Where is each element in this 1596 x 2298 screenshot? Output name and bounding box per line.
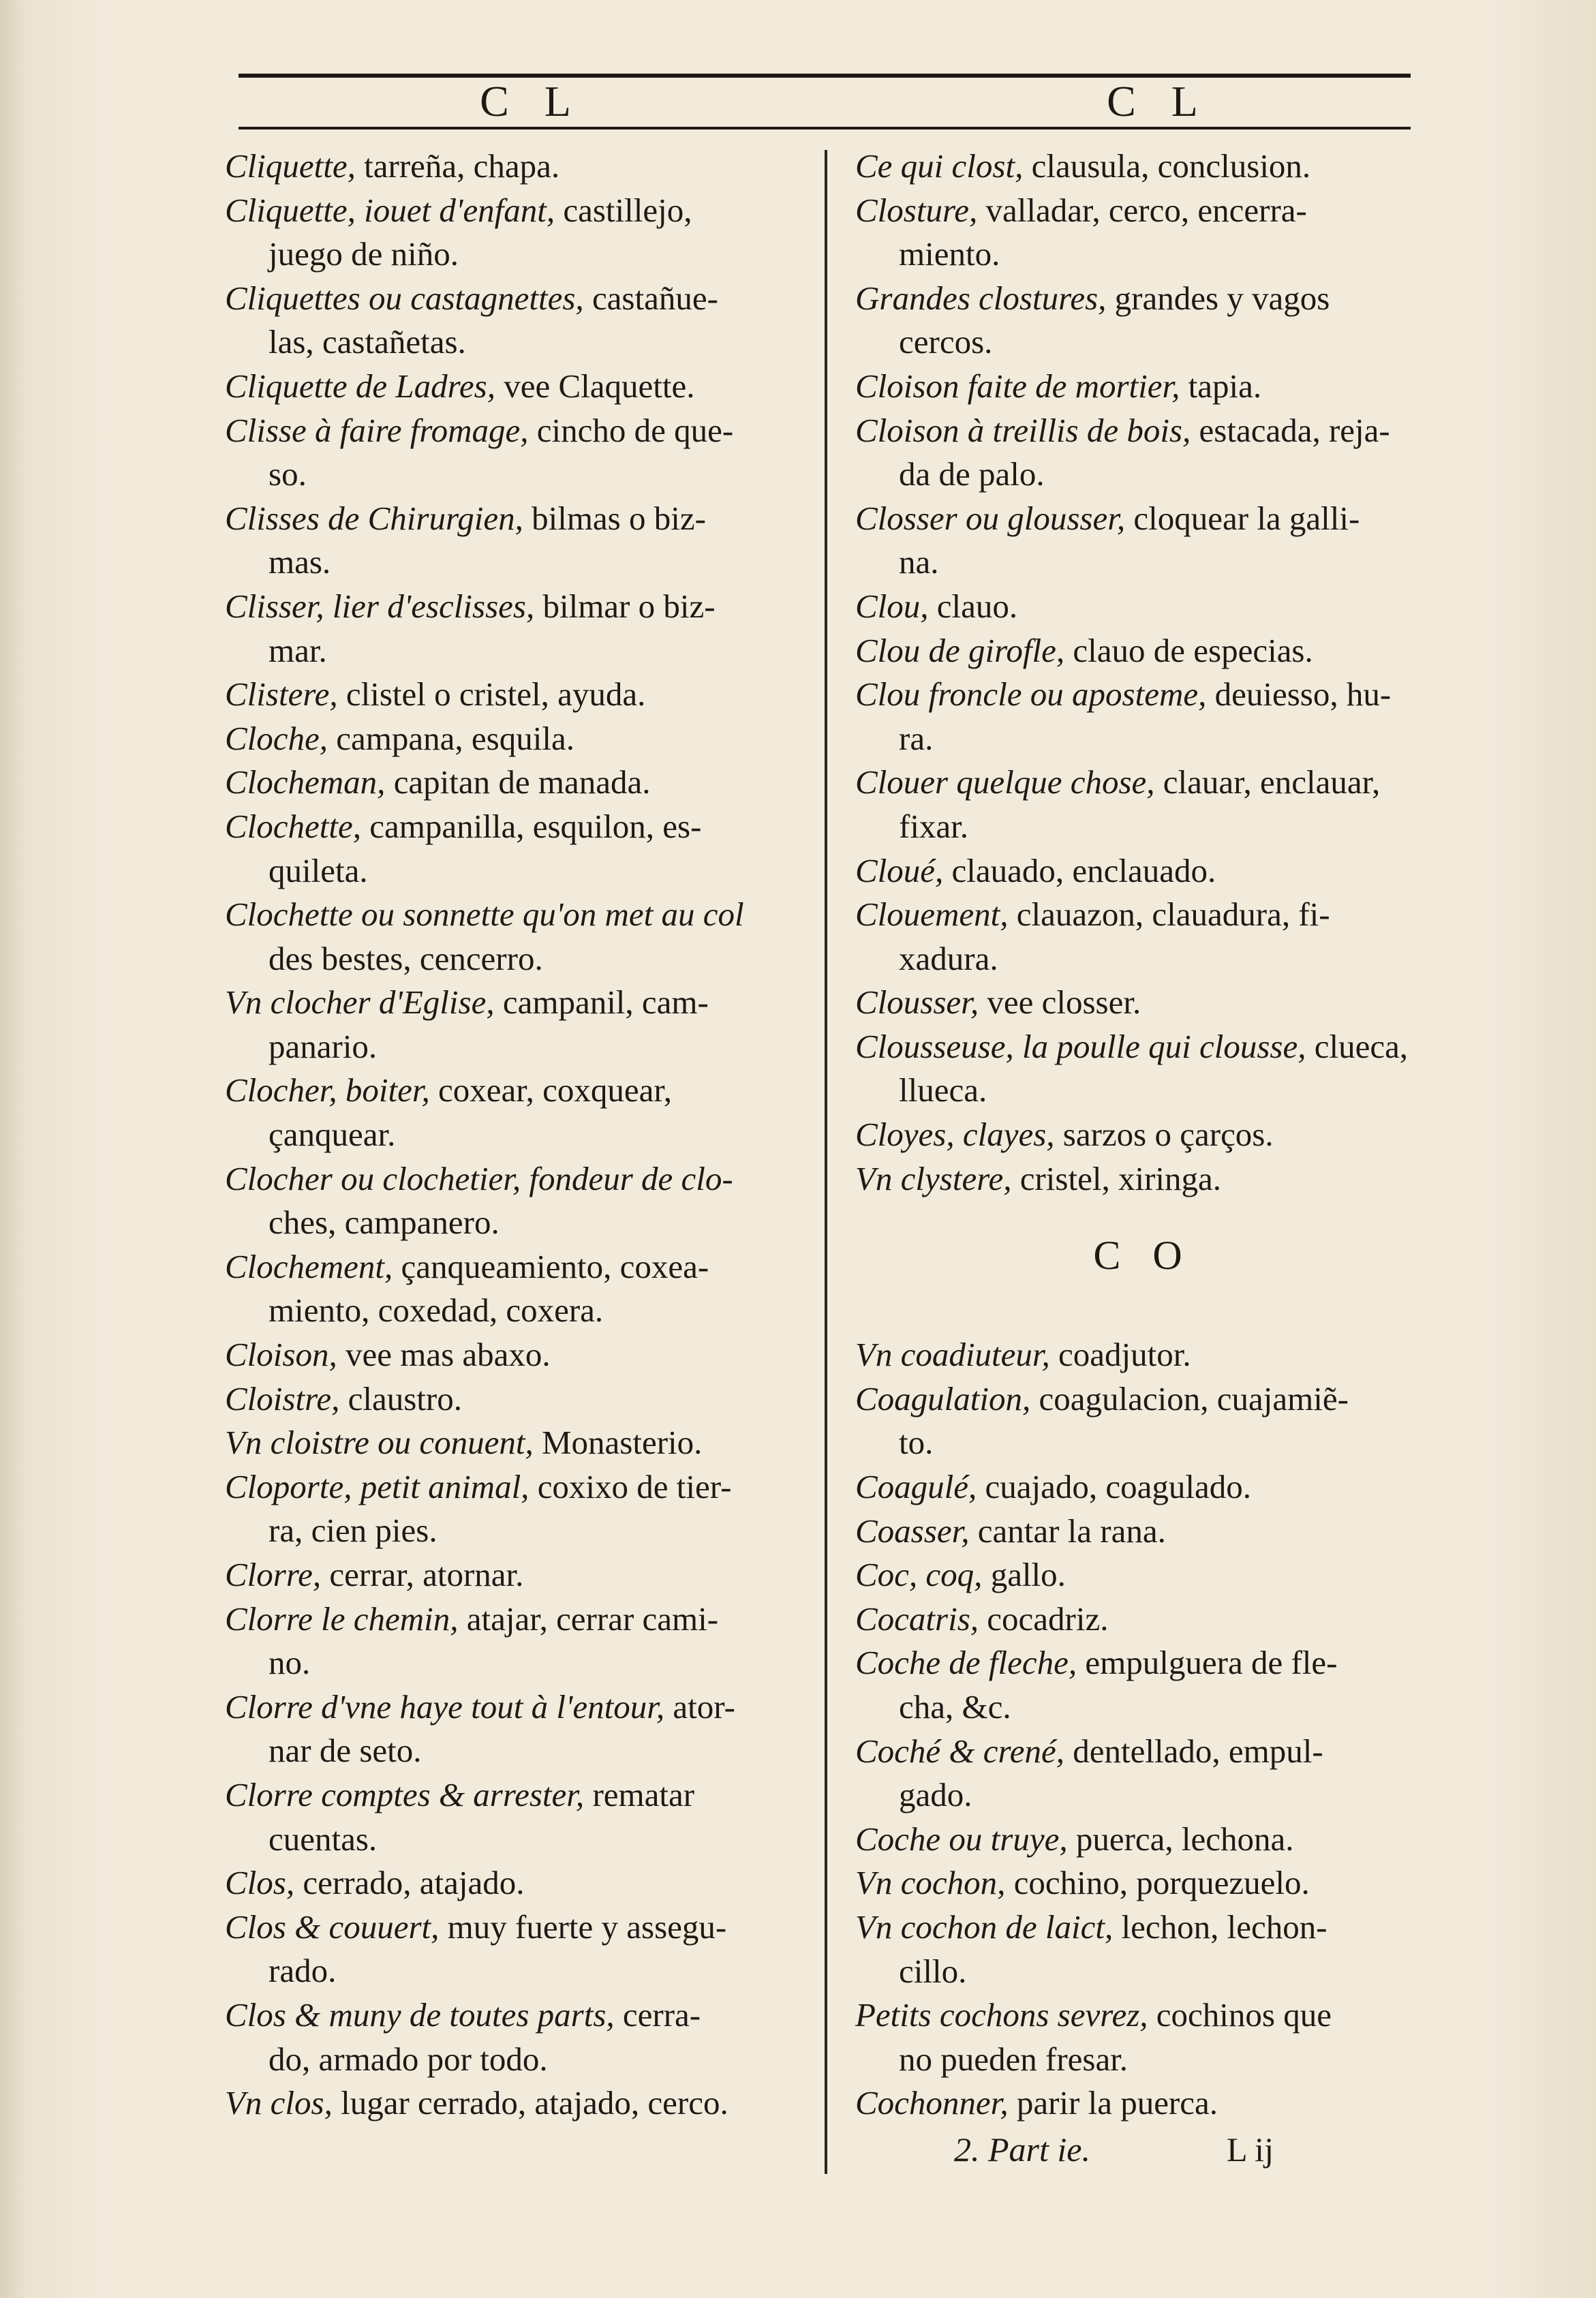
dictionary-entry bbox=[225, 893, 811, 981]
entry-first-line bbox=[855, 497, 1431, 541]
french-headword: Cloistre, bbox=[225, 1379, 340, 1418]
french-headword: Clocher, boiter, bbox=[225, 1071, 430, 1109]
spanish-gloss: çanqueamiento, coxea- bbox=[401, 1247, 709, 1285]
entry-continuation: na. bbox=[899, 543, 939, 581]
dictionary-entry bbox=[855, 277, 1431, 365]
french-headword: Clou de girofle, bbox=[855, 631, 1065, 669]
french-headword: Cloison, bbox=[225, 1336, 337, 1374]
spanish-gloss: cristel, xiringa. bbox=[1019, 1159, 1222, 1197]
entry-continuation: cercos. bbox=[899, 323, 993, 361]
spanish-gloss: clauado, enclauado. bbox=[951, 851, 1216, 889]
spanish-gloss: puerca, lechona. bbox=[1075, 1820, 1294, 1858]
spanish-gloss: vee mas abaxo. bbox=[345, 1336, 551, 1374]
entry-continuation: ra. bbox=[899, 719, 934, 757]
spanish-gloss: clausula, conclusion. bbox=[1031, 147, 1311, 185]
entry-first-line bbox=[225, 893, 811, 937]
entry-first-line bbox=[855, 1465, 1431, 1510]
french-headword: Cocatris, bbox=[855, 1599, 979, 1638]
french-headword: Cliquette, iouet d'enfant, bbox=[225, 191, 555, 229]
spanish-gloss: campanilla, esquilon, es- bbox=[369, 807, 702, 845]
spanish-gloss: parir la puerca. bbox=[1016, 2084, 1218, 2122]
french-headword: Coche ou truye, bbox=[855, 1820, 1068, 1858]
french-headword: Clousser, bbox=[855, 983, 979, 1022]
dictionary-entry bbox=[855, 761, 1431, 848]
french-headword: Clisses de Chirurgien, bbox=[225, 499, 523, 537]
dictionary-entry bbox=[225, 189, 811, 277]
dictionary-entry bbox=[225, 1773, 811, 1861]
french-headword: Cloué, bbox=[855, 851, 944, 889]
entry-first-line bbox=[855, 1730, 1431, 1774]
dictionary-entry bbox=[225, 144, 811, 189]
dictionary-entry bbox=[225, 1069, 811, 1156]
spanish-gloss: dentellado, empul- bbox=[1073, 1732, 1323, 1770]
french-headword: Coagulation, bbox=[855, 1379, 1031, 1418]
dictionary-entry bbox=[225, 1597, 811, 1685]
entry-continuation: do, armado por todo. bbox=[268, 2040, 548, 2078]
entry-first-line bbox=[225, 277, 811, 321]
french-headword: Vn cloistre ou conuent, bbox=[225, 1424, 534, 1462]
spanish-gloss: cochino, porquezuelo. bbox=[1013, 1864, 1310, 1902]
dictionary-entry bbox=[225, 1993, 811, 2081]
entry-continuation: miento. bbox=[899, 235, 1000, 273]
dictionary-entry bbox=[225, 277, 811, 365]
spanish-gloss: atajar, cerrar cami- bbox=[466, 1599, 719, 1638]
entry-first-line bbox=[225, 497, 811, 541]
entry-first-line bbox=[225, 189, 811, 233]
spanish-gloss: valladar, cerco, encerra- bbox=[985, 191, 1307, 229]
entry-continuation: cillo. bbox=[899, 1952, 967, 1990]
entry-first-line bbox=[225, 409, 811, 453]
french-headword: Coasser, bbox=[855, 1512, 970, 1550]
dictionary-entry bbox=[855, 497, 1431, 585]
entry-first-line bbox=[855, 1641, 1431, 1685]
right-column-co-entries bbox=[855, 1333, 1431, 2126]
dictionary-entry bbox=[855, 1025, 1431, 1113]
entry-first-line bbox=[855, 409, 1431, 453]
dictionary-entry bbox=[855, 1377, 1431, 1465]
french-headword: Cloporte, petit animal, bbox=[225, 1467, 530, 1505]
leaf-mark: L ij bbox=[1227, 2130, 1274, 2169]
french-headword: Cloyes, clayes, bbox=[855, 1116, 1055, 1154]
entry-continuation: gado. bbox=[899, 1776, 972, 1814]
spanish-gloss: cerra- bbox=[622, 1995, 701, 2034]
spanish-gloss: claustro. bbox=[348, 1379, 462, 1418]
running-head-right: C L bbox=[1107, 77, 1210, 125]
spanish-gloss: cochinos que bbox=[1156, 1996, 1332, 2034]
spanish-gloss: empulguera de fle- bbox=[1085, 1644, 1338, 1682]
spanish-gloss: estacada, reja- bbox=[1199, 411, 1390, 449]
dictionary-entry bbox=[855, 365, 1431, 409]
french-headword: Clorre, bbox=[225, 1556, 322, 1593]
spanish-gloss: vee Claquette. bbox=[504, 367, 695, 405]
entry-first-line bbox=[855, 893, 1431, 937]
entry-first-line bbox=[225, 1157, 811, 1201]
entry-first-line bbox=[225, 1861, 811, 1905]
dictionary-entry bbox=[225, 1861, 811, 1905]
spanish-gloss: clauo. bbox=[936, 587, 1018, 625]
entry-continuation: fixar. bbox=[899, 807, 969, 845]
entry-continuation: nar de seto. bbox=[268, 1732, 422, 1770]
entry-first-line bbox=[855, 144, 1431, 189]
french-headword: Clos, bbox=[225, 1864, 295, 1902]
french-headword: Clistere, bbox=[225, 675, 338, 714]
dictionary-entry bbox=[855, 893, 1431, 981]
dictionary-entry bbox=[855, 1553, 1431, 1597]
french-headword: Cloison faite de mortier, bbox=[855, 367, 1180, 405]
entry-continuation: llueca. bbox=[899, 1071, 987, 1109]
french-headword: Vn coadiuteur, bbox=[855, 1336, 1050, 1374]
dictionary-entry bbox=[855, 629, 1431, 673]
french-headword: Vn clocher d'Eglise, bbox=[225, 983, 495, 1022]
french-headword: Coagulé, bbox=[855, 1468, 977, 1506]
entry-first-line bbox=[855, 1510, 1431, 1554]
entry-continuation: so. bbox=[268, 455, 307, 493]
french-headword: Cliquette de Ladres, bbox=[225, 367, 495, 405]
entry-first-line bbox=[225, 1069, 811, 1113]
french-headword: Coc, coq, bbox=[855, 1556, 983, 1594]
french-headword: Clou froncle ou aposteme, bbox=[855, 675, 1207, 714]
dictionary-entry bbox=[855, 1510, 1431, 1554]
dictionary-entry bbox=[225, 1685, 811, 1773]
french-headword: Clorre d'vne haye tout à l'entour, bbox=[225, 1687, 665, 1726]
entry-first-line bbox=[225, 673, 811, 717]
dictionary-entry bbox=[855, 1157, 1431, 1201]
entry-continuation: mar. bbox=[268, 631, 327, 669]
french-headword: Coche de fleche, bbox=[855, 1644, 1077, 1682]
spanish-gloss: bilmas o biz- bbox=[532, 499, 706, 537]
dictionary-entry bbox=[855, 144, 1431, 189]
entry-first-line bbox=[855, 1333, 1431, 1377]
spanish-gloss: clauar, enclauar, bbox=[1163, 763, 1381, 801]
french-headword: Closser ou glousser, bbox=[855, 499, 1126, 537]
french-headword: Petits cochons sevrez, bbox=[855, 1996, 1148, 2034]
spanish-gloss: coagulacion, cuajamiẽ- bbox=[1039, 1379, 1349, 1418]
dictionary-entry bbox=[855, 1333, 1431, 1377]
spanish-gloss: tapia. bbox=[1188, 367, 1262, 405]
french-headword: Clochement, bbox=[225, 1247, 393, 1285]
dictionary-entry bbox=[855, 2081, 1431, 2126]
french-headword: Clochette, bbox=[225, 807, 362, 845]
spanish-gloss: Monasterio. bbox=[541, 1424, 703, 1462]
entry-continuation: rado. bbox=[268, 1952, 337, 1990]
french-headword: Closture, bbox=[855, 191, 978, 229]
entry-first-line bbox=[855, 1818, 1431, 1862]
entry-first-line bbox=[855, 189, 1431, 233]
spanish-gloss: cuajado, coagulado. bbox=[985, 1468, 1252, 1506]
entry-continuation: panario. bbox=[268, 1027, 378, 1065]
entry-first-line bbox=[855, 1553, 1431, 1597]
dictionary-entry bbox=[225, 673, 811, 717]
entry-first-line bbox=[225, 717, 811, 761]
dictionary-entry bbox=[225, 1245, 811, 1333]
entry-first-line bbox=[225, 1465, 811, 1510]
dictionary-entry bbox=[855, 1113, 1431, 1157]
entry-continuation: to. bbox=[899, 1424, 934, 1462]
dictionary-entry bbox=[225, 761, 811, 805]
entry-first-line bbox=[855, 1905, 1431, 1950]
spanish-gloss: bilmar o biz- bbox=[542, 587, 716, 625]
column-divider bbox=[825, 150, 827, 2174]
dictionary-entry bbox=[225, 1157, 811, 1245]
entry-first-line bbox=[855, 277, 1431, 321]
entry-first-line bbox=[855, 1377, 1431, 1422]
entry-first-line bbox=[855, 849, 1431, 893]
spanish-gloss: capitan de manada. bbox=[393, 763, 651, 801]
spanish-gloss: coxear, coxquear, bbox=[438, 1071, 672, 1109]
spanish-gloss: cerrar, atornar. bbox=[329, 1556, 524, 1593]
right-column-cl-entries bbox=[855, 144, 1431, 1201]
dictionary-entry bbox=[225, 585, 811, 673]
entry-continuation: xadura. bbox=[899, 939, 998, 977]
entry-continuation: las, castañetas. bbox=[268, 323, 466, 361]
entry-first-line bbox=[225, 1905, 811, 1950]
left-column bbox=[225, 144, 811, 2126]
entry-first-line bbox=[855, 673, 1431, 717]
spanish-gloss: clauo de especias. bbox=[1073, 631, 1313, 669]
dictionary-entry bbox=[225, 1333, 811, 1377]
entry-first-line bbox=[855, 1993, 1431, 2038]
spanish-gloss: castañue- bbox=[592, 279, 718, 317]
right-column bbox=[855, 144, 1431, 2126]
spanish-gloss: lugar cerrado, atajado, cerco. bbox=[341, 2084, 728, 2122]
entry-continuation: da de palo. bbox=[899, 455, 1045, 493]
spanish-gloss: clueca, bbox=[1314, 1027, 1409, 1065]
french-headword: Vn clystere, bbox=[855, 1159, 1012, 1197]
french-headword: Clisse à faire fromage, bbox=[225, 411, 529, 449]
dictionary-entry bbox=[855, 1465, 1431, 1510]
entry-first-line bbox=[225, 1245, 811, 1289]
entry-first-line bbox=[855, 629, 1431, 673]
spanish-gloss: clistel o cristel, ayuda. bbox=[346, 675, 646, 714]
dictionary-entry bbox=[855, 1641, 1431, 1729]
entry-first-line bbox=[225, 1773, 811, 1818]
entry-first-line bbox=[225, 1377, 811, 1422]
dictionary-entry bbox=[225, 1421, 811, 1465]
entry-first-line bbox=[225, 981, 811, 1025]
dictionary-entry bbox=[855, 409, 1431, 497]
entry-first-line bbox=[225, 144, 811, 189]
dictionary-entry bbox=[225, 409, 811, 497]
header-rule-bottom bbox=[239, 127, 1411, 129]
spanish-gloss: tarreña, chapa. bbox=[364, 147, 560, 185]
entry-first-line bbox=[855, 761, 1431, 805]
dictionary-entry bbox=[225, 805, 811, 893]
dictionary-entry bbox=[225, 981, 811, 1069]
dictionary-entry bbox=[855, 189, 1431, 277]
dictionary-entry bbox=[855, 849, 1431, 893]
french-headword: Clisser, lier d'esclisses, bbox=[225, 587, 535, 625]
entry-continuation: des bestes, cencerro. bbox=[268, 939, 543, 977]
spanish-gloss: muy fuerte y assegu- bbox=[447, 1908, 727, 1946]
dictionary-entry bbox=[855, 1597, 1431, 1642]
french-headword: Clorre comptes & arrester, bbox=[225, 1775, 585, 1813]
french-headword: Clos & muny de toutes parts, bbox=[225, 1995, 615, 2034]
entry-first-line bbox=[225, 1553, 811, 1597]
dictionary-entry bbox=[855, 1905, 1431, 1993]
entry-first-line bbox=[225, 805, 811, 849]
entry-continuation: ches, campanero. bbox=[268, 1204, 500, 1242]
spanish-gloss: cincho de que- bbox=[536, 411, 734, 449]
french-headword: Ce qui clost, bbox=[855, 147, 1024, 185]
spanish-gloss: castillejo, bbox=[563, 191, 692, 229]
french-headword: Vn cochon de laict, bbox=[855, 1908, 1114, 1946]
section-title: C O bbox=[1093, 1233, 1193, 1278]
entry-first-line bbox=[225, 1993, 811, 2038]
dictionary-entry bbox=[855, 673, 1431, 761]
french-headword: Clos & couuert, bbox=[225, 1908, 440, 1946]
spanish-gloss: vee closser. bbox=[987, 983, 1141, 1022]
spanish-gloss: clauazon, clauadura, fi- bbox=[1016, 895, 1330, 934]
entry-continuation: no pueden fresar. bbox=[899, 2040, 1129, 2078]
spanish-gloss: cantar la rana. bbox=[977, 1512, 1166, 1550]
running-head-left: C L bbox=[480, 77, 583, 125]
french-headword: Vn cochon, bbox=[855, 1864, 1006, 1902]
dictionary-entry bbox=[225, 1553, 811, 1597]
entry-first-line bbox=[855, 1597, 1431, 1642]
spanish-gloss: ator- bbox=[673, 1687, 735, 1726]
spanish-gloss: cocadriz. bbox=[987, 1599, 1109, 1638]
entry-first-line bbox=[855, 365, 1431, 409]
french-headword: Clousseuse, la poulle qui clousse, bbox=[855, 1027, 1306, 1065]
french-headword: Clocher ou clochetier, fondeur de clo- bbox=[225, 1159, 733, 1197]
entry-first-line bbox=[855, 585, 1431, 629]
entry-continuation: cha, &c. bbox=[899, 1688, 1011, 1726]
entry-continuation: ra, cien pies. bbox=[268, 1512, 438, 1550]
dictionary-entry bbox=[225, 497, 811, 585]
spanish-gloss: lechon, lechon- bbox=[1121, 1908, 1328, 1946]
french-headword: Vn clos, bbox=[225, 2084, 333, 2122]
dictionary-entry bbox=[855, 585, 1431, 629]
spanish-gloss: cerrado, atajado. bbox=[303, 1864, 525, 1902]
entry-first-line bbox=[855, 1157, 1431, 1201]
french-headword: Clorre le chemin, bbox=[225, 1599, 459, 1638]
entry-first-line bbox=[855, 1025, 1431, 1069]
spanish-gloss: coxixo de tier- bbox=[537, 1467, 732, 1505]
spanish-gloss: sarzos o çarços. bbox=[1062, 1116, 1274, 1154]
french-headword: Clouement, bbox=[855, 895, 1009, 934]
entry-continuation: no. bbox=[268, 1644, 311, 1682]
entry-first-line bbox=[855, 1113, 1431, 1157]
french-headword: Clou, bbox=[855, 587, 929, 625]
entry-first-line bbox=[225, 365, 811, 409]
french-headword: Cliquettes ou castagnettes, bbox=[225, 279, 584, 317]
dictionary-entry bbox=[855, 1861, 1431, 1905]
entry-first-line bbox=[855, 981, 1431, 1025]
spanish-gloss: campanil, cam- bbox=[502, 983, 709, 1022]
entry-continuation: mas. bbox=[268, 543, 331, 581]
spanish-gloss: campana, esquila. bbox=[336, 719, 574, 757]
french-headword: Cochonner, bbox=[855, 2084, 1009, 2122]
dictionary-entry bbox=[225, 717, 811, 761]
spanish-gloss: gallo. bbox=[990, 1556, 1066, 1594]
french-headword: Cloche, bbox=[225, 719, 328, 757]
dictionary-entry bbox=[225, 1377, 811, 1422]
entry-continuation: juego de niño. bbox=[268, 235, 459, 273]
spanish-gloss: rematar bbox=[592, 1775, 695, 1813]
entry-first-line bbox=[225, 2081, 811, 2126]
entry-first-line bbox=[225, 1597, 811, 1642]
spanish-gloss: coadjutor. bbox=[1058, 1336, 1191, 1374]
entry-first-line bbox=[225, 1333, 811, 1377]
spanish-gloss: grandes y vagos bbox=[1114, 279, 1330, 317]
entry-continuation: quileta. bbox=[268, 851, 368, 889]
dictionary-entry bbox=[855, 981, 1431, 1025]
french-headword: Grandes clostures, bbox=[855, 279, 1107, 317]
dictionary-entry bbox=[855, 1993, 1431, 2081]
french-headword: Clouer quelque chose, bbox=[855, 763, 1155, 801]
entry-first-line bbox=[855, 1861, 1431, 1905]
french-headword: Clocheman, bbox=[225, 763, 386, 801]
entry-first-line bbox=[225, 1685, 811, 1730]
spanish-gloss: cloquear la galli- bbox=[1133, 499, 1360, 537]
entry-continuation: cuentas. bbox=[268, 1820, 378, 1858]
french-headword: Clochette ou sonnette qu'on met au col bbox=[225, 895, 744, 934]
page-footer bbox=[954, 2130, 1377, 2169]
spanish-gloss: deuiesso, hu- bbox=[1214, 675, 1392, 714]
entry-continuation: miento, coxedad, coxera. bbox=[268, 1291, 604, 1330]
dictionary-entry bbox=[225, 1905, 811, 1993]
entry-first-line bbox=[225, 585, 811, 629]
dictionary-entry bbox=[225, 2081, 811, 2126]
french-headword: Cliquette, bbox=[225, 147, 356, 185]
dictionary-entry bbox=[225, 1465, 811, 1553]
entry-continuation: çanquear. bbox=[268, 1116, 396, 1154]
entry-first-line bbox=[225, 1421, 811, 1465]
french-headword: Coché & crené, bbox=[855, 1732, 1065, 1770]
dictionary-entry bbox=[225, 365, 811, 409]
signature-mark: 2. Part ie. bbox=[954, 2130, 1090, 2169]
dictionary-entry bbox=[855, 1730, 1431, 1818]
entry-first-line bbox=[225, 761, 811, 805]
entry-first-line bbox=[855, 2081, 1431, 2126]
french-headword: Cloison à treillis de bois, bbox=[855, 411, 1191, 449]
dictionary-entry bbox=[855, 1818, 1431, 1862]
